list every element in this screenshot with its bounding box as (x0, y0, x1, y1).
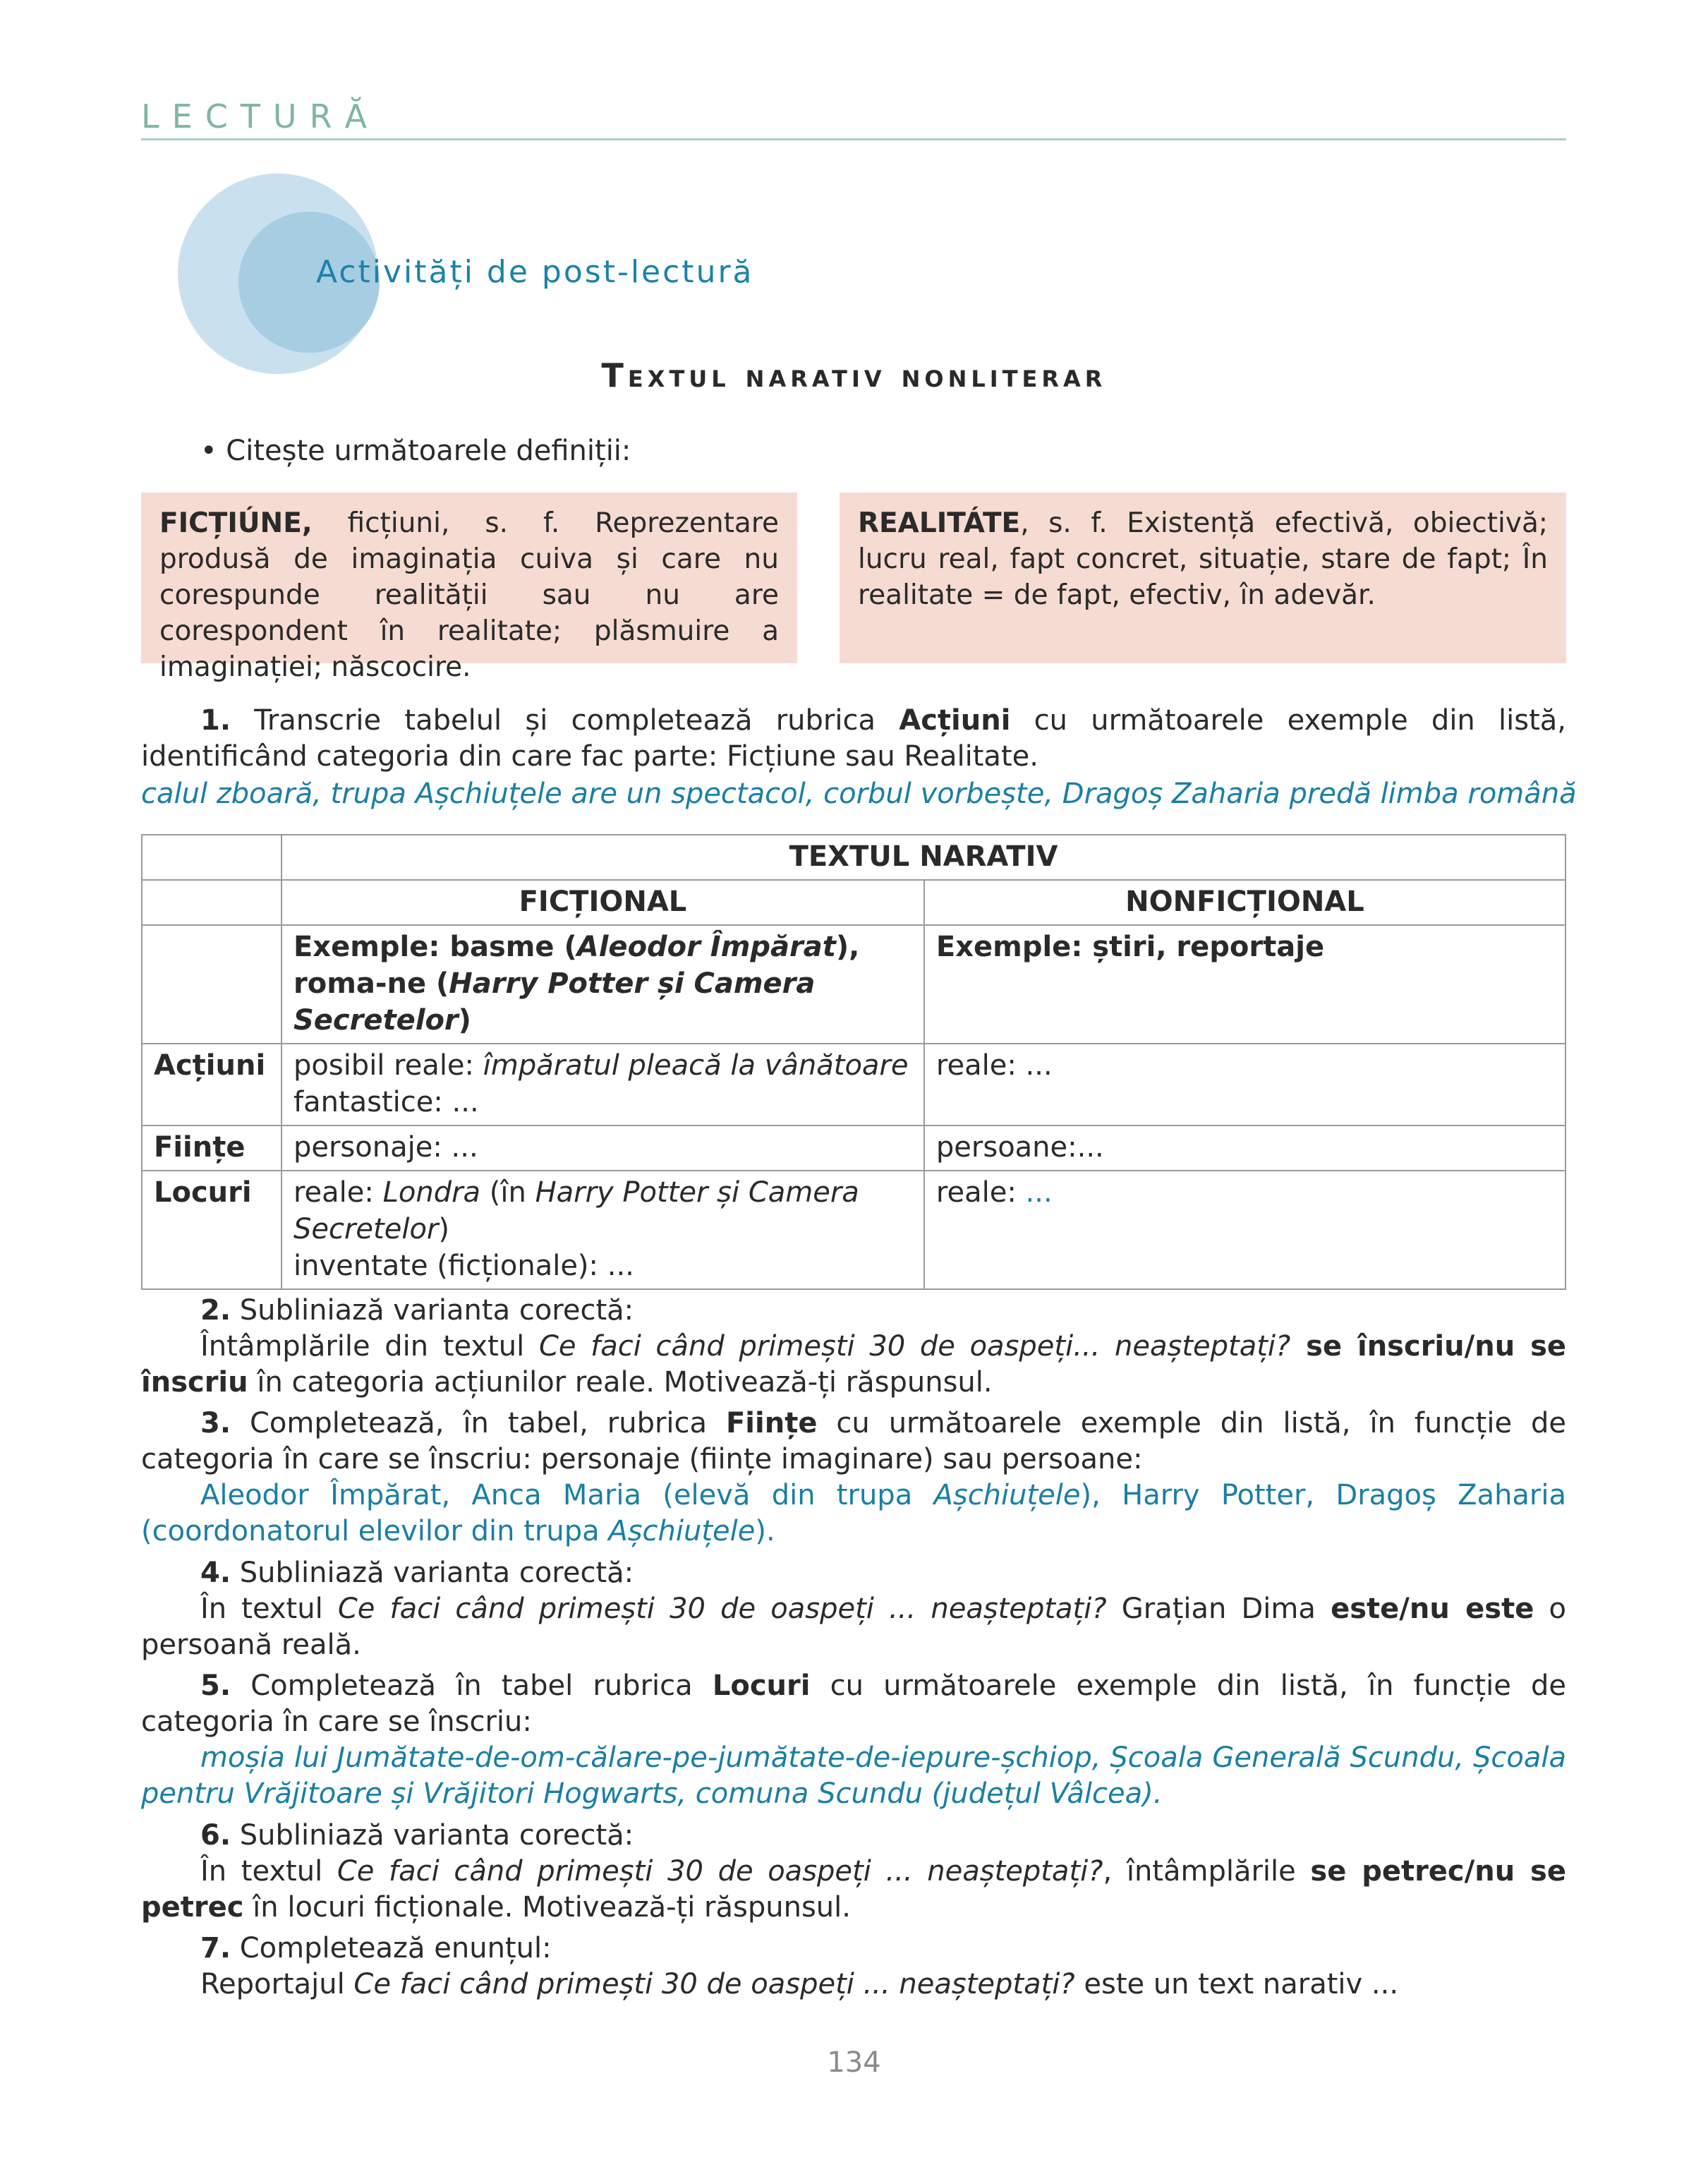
table-row (142, 880, 1565, 925)
table-cell-nonfictional-examples: Exemple: știri, reportaje (924, 925, 1565, 1044)
exercise-list: ). (755, 1515, 775, 1547)
exercise-5 (141, 1668, 1566, 1812)
exercise-text: Subliniază varianta corectă: (231, 1819, 634, 1852)
exercise-list: moșia lui Jumătate-de-om-călare-pe-jumătate-de-iepure-șchiop, Școala Generală Scundu, Școala pentru Vrăjitoare și Vrăjitori Hogwarts, comuna Scundu (județul Vâlcea). (141, 1742, 1566, 1810)
exercise-text: cu următoarele exemple din listă, în funcție de categoria în care se înscriu: (141, 1670, 1567, 1738)
exercise-keyword: Acțiuni (899, 704, 1011, 737)
exercise-text: în categoria acțiunilor reale. Motivează-ți răspunsul. (248, 1366, 993, 1399)
table-row-fiinte (142, 1125, 1565, 1171)
table-cell-fiinte-fictional: personaje: ... (281, 1125, 924, 1171)
post-reading-title: Activități de post-lectură (316, 254, 754, 290)
exercise-2 (141, 1293, 1566, 1401)
cell-text: (în (480, 1176, 535, 1209)
exercise-text: este un text narativ ... (1074, 1968, 1399, 2000)
exercise-number: 1. (200, 704, 231, 737)
exercise-list: ), Harry Potter, Dragoș Zaharia (coordonatorul elevilor din trupa (141, 1479, 1566, 1547)
definition-text: ficțiuni, s. f. Reprezentare produsă de imaginația cuiva și care nu corespunde realității sau nu are corespondent în realitate; plăsmuire a imaginației; născocire. (159, 507, 779, 683)
exercise-text-italic: Ce faci când primești 30 de oaspeți ... neașteptați? (353, 1968, 1075, 2000)
exercise-4 (141, 1555, 1566, 1663)
cell-text: ), roma-ne ( (293, 931, 860, 1000)
row-label-actiuni: Acțiuni (142, 1044, 281, 1125)
cell-text-italic: Aleodor Împărat (576, 931, 836, 963)
exercise-1-examples: calul zboară, trupa Așchiuțele are un spectacol, corbul vorbește, Dragoș Zaharia predă limba română (141, 778, 1577, 810)
cell-text: ) (438, 1213, 449, 1245)
exercise-list-italic: Așchiuțele (933, 1479, 1081, 1511)
table-cell-fictional-examples (281, 925, 924, 1044)
exercise-text: în locuri ficționale. Motivează-ți răspunsul. (243, 1891, 851, 1924)
cell-text-italic: Harry Potter și Camera Secretelor (293, 967, 816, 1037)
table-cell-empty (142, 880, 281, 925)
narrative-text-table (141, 834, 1566, 1290)
table-cell-actiuni-nonfictional: reale: ... (924, 1044, 1565, 1125)
intro-instruction: • Citește următoarele definiții: (200, 435, 631, 467)
table-cell-empty (142, 925, 281, 1044)
definition-term: FICȚIÚNE, (159, 507, 313, 539)
exercise-number: 7. (200, 1932, 231, 1964)
cell-text: reale: (935, 1176, 1026, 1209)
exercise-number: 5. (200, 1670, 231, 1702)
exercise-text-italic: Ce faci când primești 30 de oaspeți ... neașteptați? (337, 1593, 1107, 1625)
exercise-text: cu următoarele exemple din listă, în funcție de categoria în care se înscriu: personaje (ființe imaginare) sau persoane: (141, 1407, 1566, 1475)
cell-text: ... (1025, 1176, 1053, 1209)
definition-box-fictiune (141, 493, 797, 683)
cell-text: reale: (293, 1176, 383, 1209)
exercise-keyword: se petrec/nu se petrec (141, 1855, 1566, 1924)
definition-text: , s. f. Existență efectivă, obiectivă; lucru real, fapt concret, situație, stare de fapt; În realitate = de fapt, efectiv, în adevăr. (858, 507, 1548, 611)
cell-text: ) (458, 1004, 471, 1037)
table-cell-fiinte-nonfictional: persoane:... (924, 1125, 1565, 1171)
table-row-examples (142, 925, 1565, 1044)
cell-text-italic: împăratul pleacă la vânătoare (483, 1049, 909, 1082)
exercise-keyword: Locuri (712, 1670, 811, 1702)
exercise-number: 3. (200, 1407, 231, 1439)
exercise-text: Subliniază varianta corectă: (231, 1294, 634, 1327)
exercise-keyword: este/nu este (1331, 1593, 1534, 1625)
cell-text: fantastice: ... (293, 1086, 479, 1118)
page-number: 134 (827, 2046, 881, 2079)
exercise-keyword: se înscriu/nu se înscriu (141, 1330, 1567, 1399)
exercise-list-italic: Așchiuțele (608, 1515, 756, 1547)
exercise-text: Reportajul (200, 1968, 354, 2000)
cell-text-italic: Londra (382, 1176, 481, 1209)
section-label: LECTURĂ (141, 97, 380, 135)
exercise-keyword: Ființe (725, 1407, 818, 1439)
exercise-text: Subliniază varianta corectă: (231, 1557, 634, 1589)
exercise-text: Completează în tabel rubrica (231, 1670, 713, 1702)
exercise-number: 4. (200, 1557, 231, 1589)
exercise-1 (141, 703, 1566, 775)
exercise-text: Grațian Dima (1106, 1593, 1331, 1625)
table-row-locuri (142, 1171, 1565, 1289)
exercise-6 (141, 1818, 1566, 1926)
column-header-nonfictional: NONFICȚIONAL (924, 880, 1565, 925)
cell-text: Exemple: basme ( (293, 931, 577, 963)
row-label-locuri: Locuri (142, 1171, 281, 1289)
exercise-text: , întâmplările (1103, 1855, 1311, 1888)
table-cell-actiuni-fictional (281, 1044, 924, 1125)
exercise-text: Completează enunțul: (231, 1932, 552, 1964)
table-cell-locuri-fictional (281, 1171, 924, 1289)
header-rule (141, 138, 1566, 140)
cell-text: inventate (ficționale): ... (293, 1250, 634, 1282)
exercise-number: 6. (200, 1819, 231, 1852)
definition-term: REALITÁTE (858, 507, 1021, 539)
table-cell-locuri-nonfictional (924, 1171, 1565, 1289)
column-header-fictional: FICȚIONAL (281, 880, 924, 925)
exercise-3 (141, 1406, 1566, 1550)
table-row-actiuni (142, 1044, 1565, 1125)
exercise-text: Transcrie tabelul și completează rubrica (231, 704, 900, 737)
exercise-text-italic: Ce faci când primești 30 de oaspeți ... neașteptați? (337, 1855, 1103, 1888)
exercise-text-italic: Ce faci când primești 30 de oaspeți... neașteptați? (538, 1330, 1291, 1363)
exercise-list: Aleodor Împărat, Anca Maria (elevă din trupa (200, 1479, 934, 1511)
exercise-text: o persoană reală. (141, 1593, 1566, 1661)
page-title: Textul narativ nonliterar (601, 356, 1107, 394)
table-header-title: TEXTUL NARATIV (281, 835, 1565, 880)
cell-text-italic: Harry Potter și Camera Secretelor (293, 1176, 859, 1245)
exercise-7 (141, 1931, 1566, 2003)
exercise-number: 2. (200, 1294, 231, 1327)
exercise-text: cu următoarele exemple din listă, identificând categoria din care fac parte: Ficțiune sau Realitate. (141, 704, 1567, 773)
definition-box-realitate (840, 493, 1566, 663)
cell-text: posibil reale: (293, 1049, 483, 1082)
exercise-text: Întâmplările din textul (200, 1330, 539, 1363)
table-cell-empty (142, 835, 281, 880)
table-row (142, 835, 1565, 880)
exercise-text: În textul (200, 1593, 338, 1625)
exercise-text: În textul (200, 1855, 337, 1888)
row-label-fiinte: Ființe (142, 1125, 281, 1171)
exercise-text: Completează, în tabel, rubrica (231, 1407, 726, 1439)
